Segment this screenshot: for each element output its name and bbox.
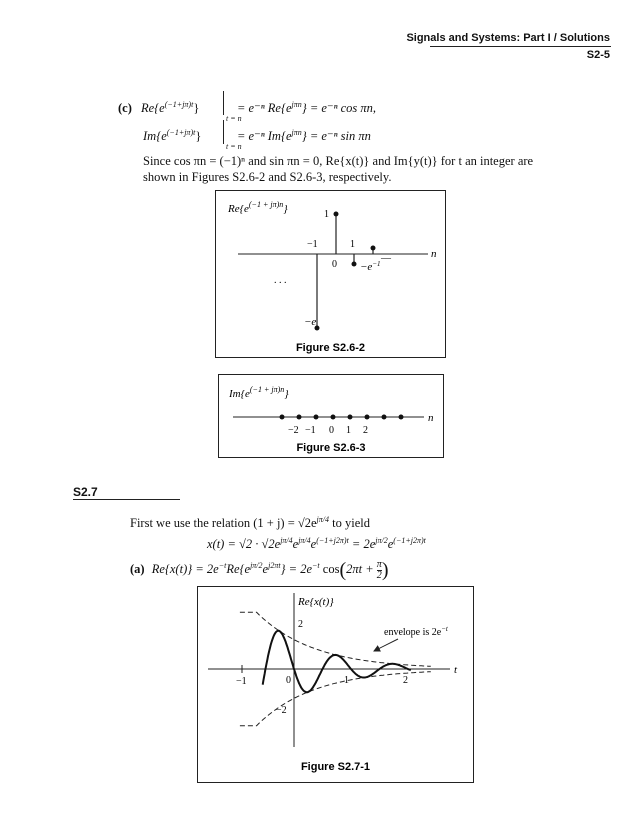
eq-c1-lhs: Re{e bbox=[141, 101, 165, 116]
part-a-cos: cos bbox=[319, 562, 340, 576]
fig71-val-2: 2 bbox=[298, 619, 303, 630]
fig3-tick-1: 1 bbox=[346, 425, 351, 436]
fig71-envelope-label: envelope is $2e^{-t}$ bbox=[384, 625, 448, 638]
fig2-dots: . . . bbox=[274, 275, 287, 286]
fig3-point bbox=[348, 415, 353, 420]
section-s2-7-rule bbox=[73, 499, 180, 500]
fig71-axis-t: t bbox=[454, 664, 458, 676]
eq-c2-lhs: Im{e bbox=[143, 129, 167, 144]
running-header bbox=[406, 32, 610, 44]
figure-s2-6-2-plot bbox=[216, 191, 445, 357]
fig3-tick-0: 0 bbox=[329, 425, 334, 436]
eq-c2-lhs-close: } bbox=[195, 129, 202, 144]
fig71-title: Re{x(t)} bbox=[298, 596, 334, 608]
part-a-exp1: −t bbox=[218, 560, 227, 570]
eq-x-exp4: jπ/2 bbox=[375, 536, 388, 545]
s2-7-intro-exp: jπ/4 bbox=[316, 515, 329, 524]
part-a-exp3: j2πt bbox=[268, 560, 281, 570]
eq-x-mid: e bbox=[292, 537, 299, 552]
eq-x-mid3: e bbox=[387, 537, 394, 552]
eq-c2-lhs-exp: (−1+jπ)t bbox=[166, 128, 196, 137]
part-c-label: (c) bbox=[118, 101, 132, 116]
fig3-point bbox=[331, 415, 336, 420]
eq-c2-rhs-a: = e⁻ⁿ Im{e bbox=[237, 129, 292, 144]
fig71-caption: Figure S2.7-1 bbox=[300, 761, 371, 773]
fig2-val-neg-e: −e bbox=[304, 316, 317, 328]
part-a-frac-den: 2 bbox=[376, 569, 382, 581]
fig3-axis-n: n bbox=[428, 412, 434, 424]
fig71-envelope-arrow bbox=[374, 639, 398, 651]
fig3-tick-2: 2 bbox=[363, 425, 368, 436]
eq-c2-rhs-exp: jπn bbox=[291, 128, 302, 137]
s2-7-eq-x bbox=[207, 536, 426, 552]
s2-7-intro-b: to yield bbox=[329, 516, 370, 531]
s2-7-intro-a: First we use the relation (1 + j) = √2e bbox=[130, 516, 317, 531]
figure-s2-6-2 bbox=[215, 190, 446, 358]
fig3-point bbox=[365, 415, 370, 420]
fig2-point-n2 bbox=[371, 246, 376, 251]
fig3-point bbox=[382, 415, 387, 420]
eq-c1-rhs-b: } = e⁻ⁿ cos πn, bbox=[301, 101, 377, 116]
eval-bar-2 bbox=[223, 120, 224, 144]
fig3-tick-m1: −1 bbox=[305, 425, 316, 436]
eq-c1-rhs-exp: jπn bbox=[291, 100, 302, 109]
fig3-point bbox=[314, 415, 319, 420]
s2-7-intro bbox=[130, 515, 370, 531]
eq-c2-rhs-b: } = e⁻ⁿ sin πn bbox=[301, 129, 371, 144]
fig2-val-top: 1 bbox=[324, 209, 329, 220]
part-c-text-2: shown in Figures S2.6-2 and S2.6-3, respectively. bbox=[143, 170, 392, 184]
part-c-text-1: Since cos πn = (−1)ⁿ and sin πn = 0, Re{x(t)} and Im{y(t)} for t an integer are bbox=[143, 154, 534, 168]
fig2-axis-n: n bbox=[431, 248, 437, 260]
fig2-tick-0: 0 bbox=[332, 259, 337, 270]
fig71-tick-2: 2 bbox=[403, 675, 408, 686]
figure-s2-6-3-plot bbox=[219, 375, 443, 457]
header-title: Signals and Systems: Part I / Solutions bbox=[406, 32, 610, 44]
eq-x-exp5: (−1+j2π)t bbox=[393, 536, 426, 545]
section-s2-7-label: S2.7 bbox=[73, 485, 98, 499]
page-number: S2-5 bbox=[586, 49, 610, 61]
eq-x-exp1: jπ/4 bbox=[280, 536, 293, 545]
fig2-tick-m1: −1 bbox=[307, 239, 318, 250]
part-a-exp4: −t bbox=[312, 560, 320, 570]
part-a-exp2: jπ/2 bbox=[250, 560, 263, 570]
fig2-caption: Figure S2.6-2 bbox=[295, 342, 366, 354]
eq-x-eq: = 2e bbox=[348, 537, 376, 552]
s2-7-part-a bbox=[130, 559, 388, 582]
figure-s2-6-3 bbox=[218, 374, 444, 458]
eq-c2-rhs bbox=[237, 128, 371, 144]
eq-x-a: x(t) = √2 · √2e bbox=[207, 537, 281, 552]
fig2-tick-1: 1 bbox=[350, 239, 355, 250]
part-a-arg: 2πt + bbox=[346, 562, 377, 576]
part-a-frac-num: π bbox=[376, 558, 382, 570]
part-a-label: (a) bbox=[130, 562, 145, 576]
fig3-tick-m2: −2 bbox=[288, 425, 299, 436]
eq-c1-lhs-exp: (−1+jπ)t bbox=[164, 100, 194, 109]
fig3-point bbox=[280, 415, 285, 420]
eq-c2-sub: t = n bbox=[226, 142, 242, 151]
fig3-point bbox=[399, 415, 404, 420]
fig3-title: $Im\{e^{(-1 + j\pi)n}\}$ bbox=[229, 385, 289, 400]
part-a-mid3: } = 2e bbox=[280, 562, 313, 576]
eq-c1-rhs bbox=[237, 100, 376, 116]
fig2-point-n0 bbox=[334, 212, 339, 217]
eq-x-exp2: jπ/4 bbox=[298, 536, 311, 545]
eval-bar-1 bbox=[223, 91, 224, 115]
eq-c1-rhs-a: = e⁻ⁿ Re{e bbox=[237, 101, 292, 116]
eq-x-mid2: e bbox=[310, 537, 317, 552]
part-a-mid: Re{e bbox=[226, 562, 251, 576]
fig71-tick-0: 0 bbox=[286, 675, 291, 686]
fig2-extension-tail: — bbox=[381, 253, 391, 264]
fig2-title: $Re\{e^{(-1 + j\pi)n}\}$ bbox=[228, 200, 288, 215]
header-rule bbox=[430, 46, 611, 47]
figure-s2-7-1 bbox=[197, 586, 474, 783]
part-a-rparen: ) bbox=[381, 559, 389, 581]
figure-s2-7-1-plot bbox=[198, 587, 473, 782]
part-c-line-2 bbox=[143, 128, 201, 144]
fig3-point bbox=[297, 415, 302, 420]
eq-c1-lhs-close: } bbox=[193, 101, 200, 116]
part-a-lhs: Re{x(t)} = 2e bbox=[151, 562, 219, 576]
part-a-mid2: e bbox=[262, 562, 269, 576]
fig3-caption: Figure S2.6-3 bbox=[296, 442, 366, 454]
fig2-val-einv: $-e^{-1}$ bbox=[360, 260, 381, 273]
part-a-lparen: ( bbox=[339, 559, 347, 581]
fig2-point-n1 bbox=[352, 262, 357, 267]
eq-c1-sub: t = n bbox=[226, 114, 242, 123]
eq-x-exp3: (−1+j2π)t bbox=[316, 536, 349, 545]
part-c-line-1 bbox=[118, 100, 199, 116]
fig71-val-m2: −2 bbox=[276, 705, 287, 716]
part-c-paragraph bbox=[143, 153, 613, 185]
fig71-tick-1: 1 bbox=[344, 675, 349, 686]
fig71-tick-m1: −1 bbox=[236, 676, 247, 687]
